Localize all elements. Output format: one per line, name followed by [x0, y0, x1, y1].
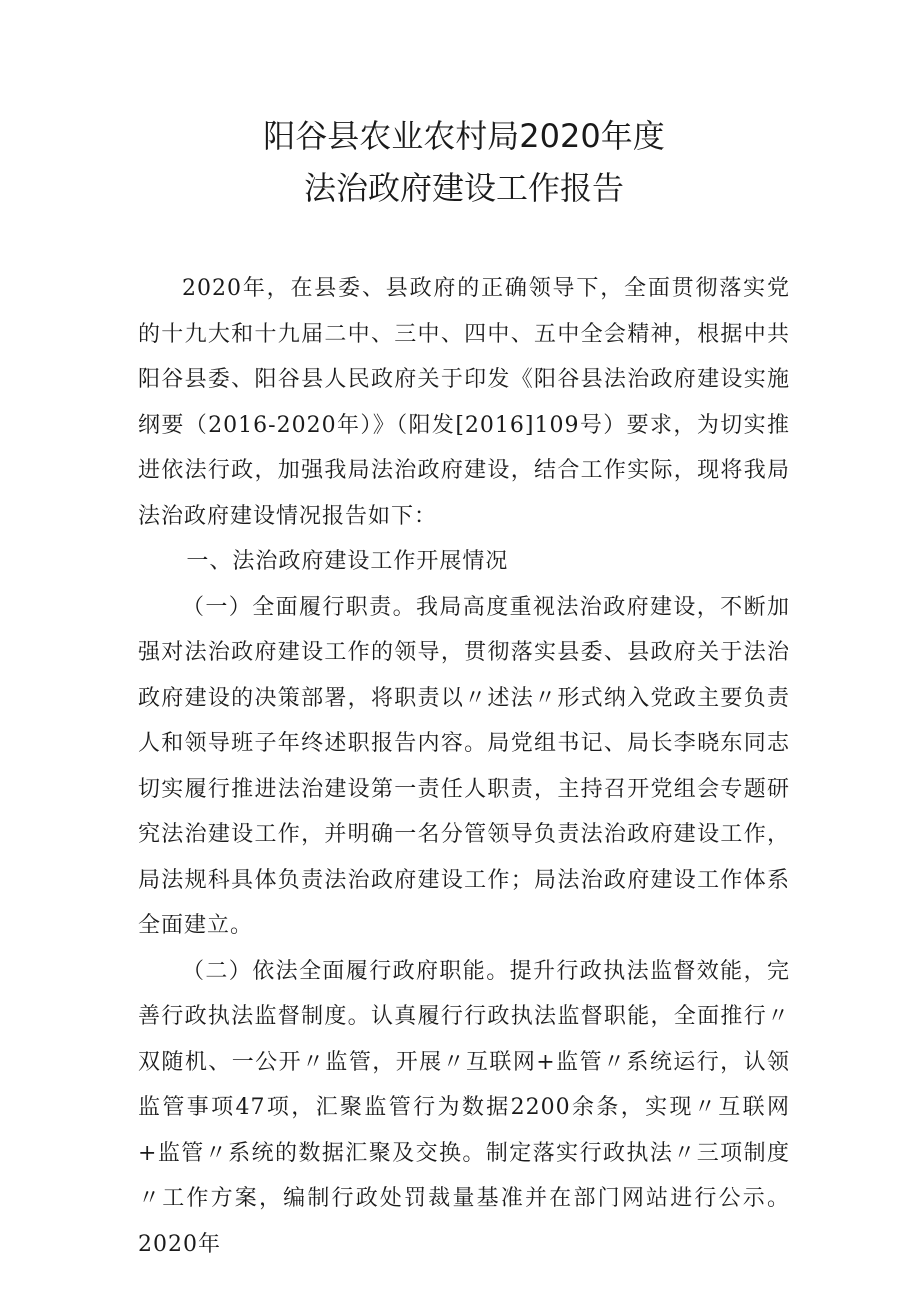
section-1-item-2-paragraph: （二）依法全面履行政府职能。提升行政执法监督效能，完善行政执法监督制度。认真履行行政执法监督职能，全面推行〃双随机、一公开〃监管，开展〃互联网+监管〃系统运行，认领监管事项47项，汇聚监管行为数据2200余条，实现〃互联网+监管〃系统的数据汇聚及交换。制定落实行政执法〃三项制度〃工作方案，编制行政处罚裁量基准并在部门网站进行公示。2020年	[138, 958, 790, 1257]
document-title	[138, 0, 790, 214]
document-body	[138, 266, 790, 1267]
section-1-item-1-paragraph: （一）全面履行职责。我局高度重视法治政府建设，不断加强对法治政府建设工作的领导，贯彻落实县委、县政府关于法治政府建设的决策部署，将职责以〃述法〃形式纳入党政主要负责人和领导班子年终述职报告内容。局党组书记、局长李晓东同志切实履行推进法治建设第一责任人职责，主持召开党组会专题研究法治建设工作，并明确一名分管领导负责法治政府建设工作，局法规科具体负责法治政府建设工作；局法治政府建设工作体系全面建立。	[138, 594, 790, 938]
title-line-2: 法治政府建设工作报告	[303, 169, 624, 207]
intro-paragraph: 2020年，在县委、县政府的正确领导下，全面贯彻落实党的十九大和十九届二中、三中、四中、五中全会精神，根据中共阳谷县委、阳谷县人民政府关于印发《阳谷县法治政府建设实施纲要（2016-2020年）》（阳发[2016]109号）要求，为切实推进依法行政，加强我局法治政府建设，结合工作实际，现将我局法治政府建设情况报告如下：	[138, 276, 790, 529]
title-line-1: 阳谷县农业农村局2020年度	[263, 117, 665, 155]
section-heading-1: 一、法治政府建设工作开展情况	[186, 549, 509, 574]
